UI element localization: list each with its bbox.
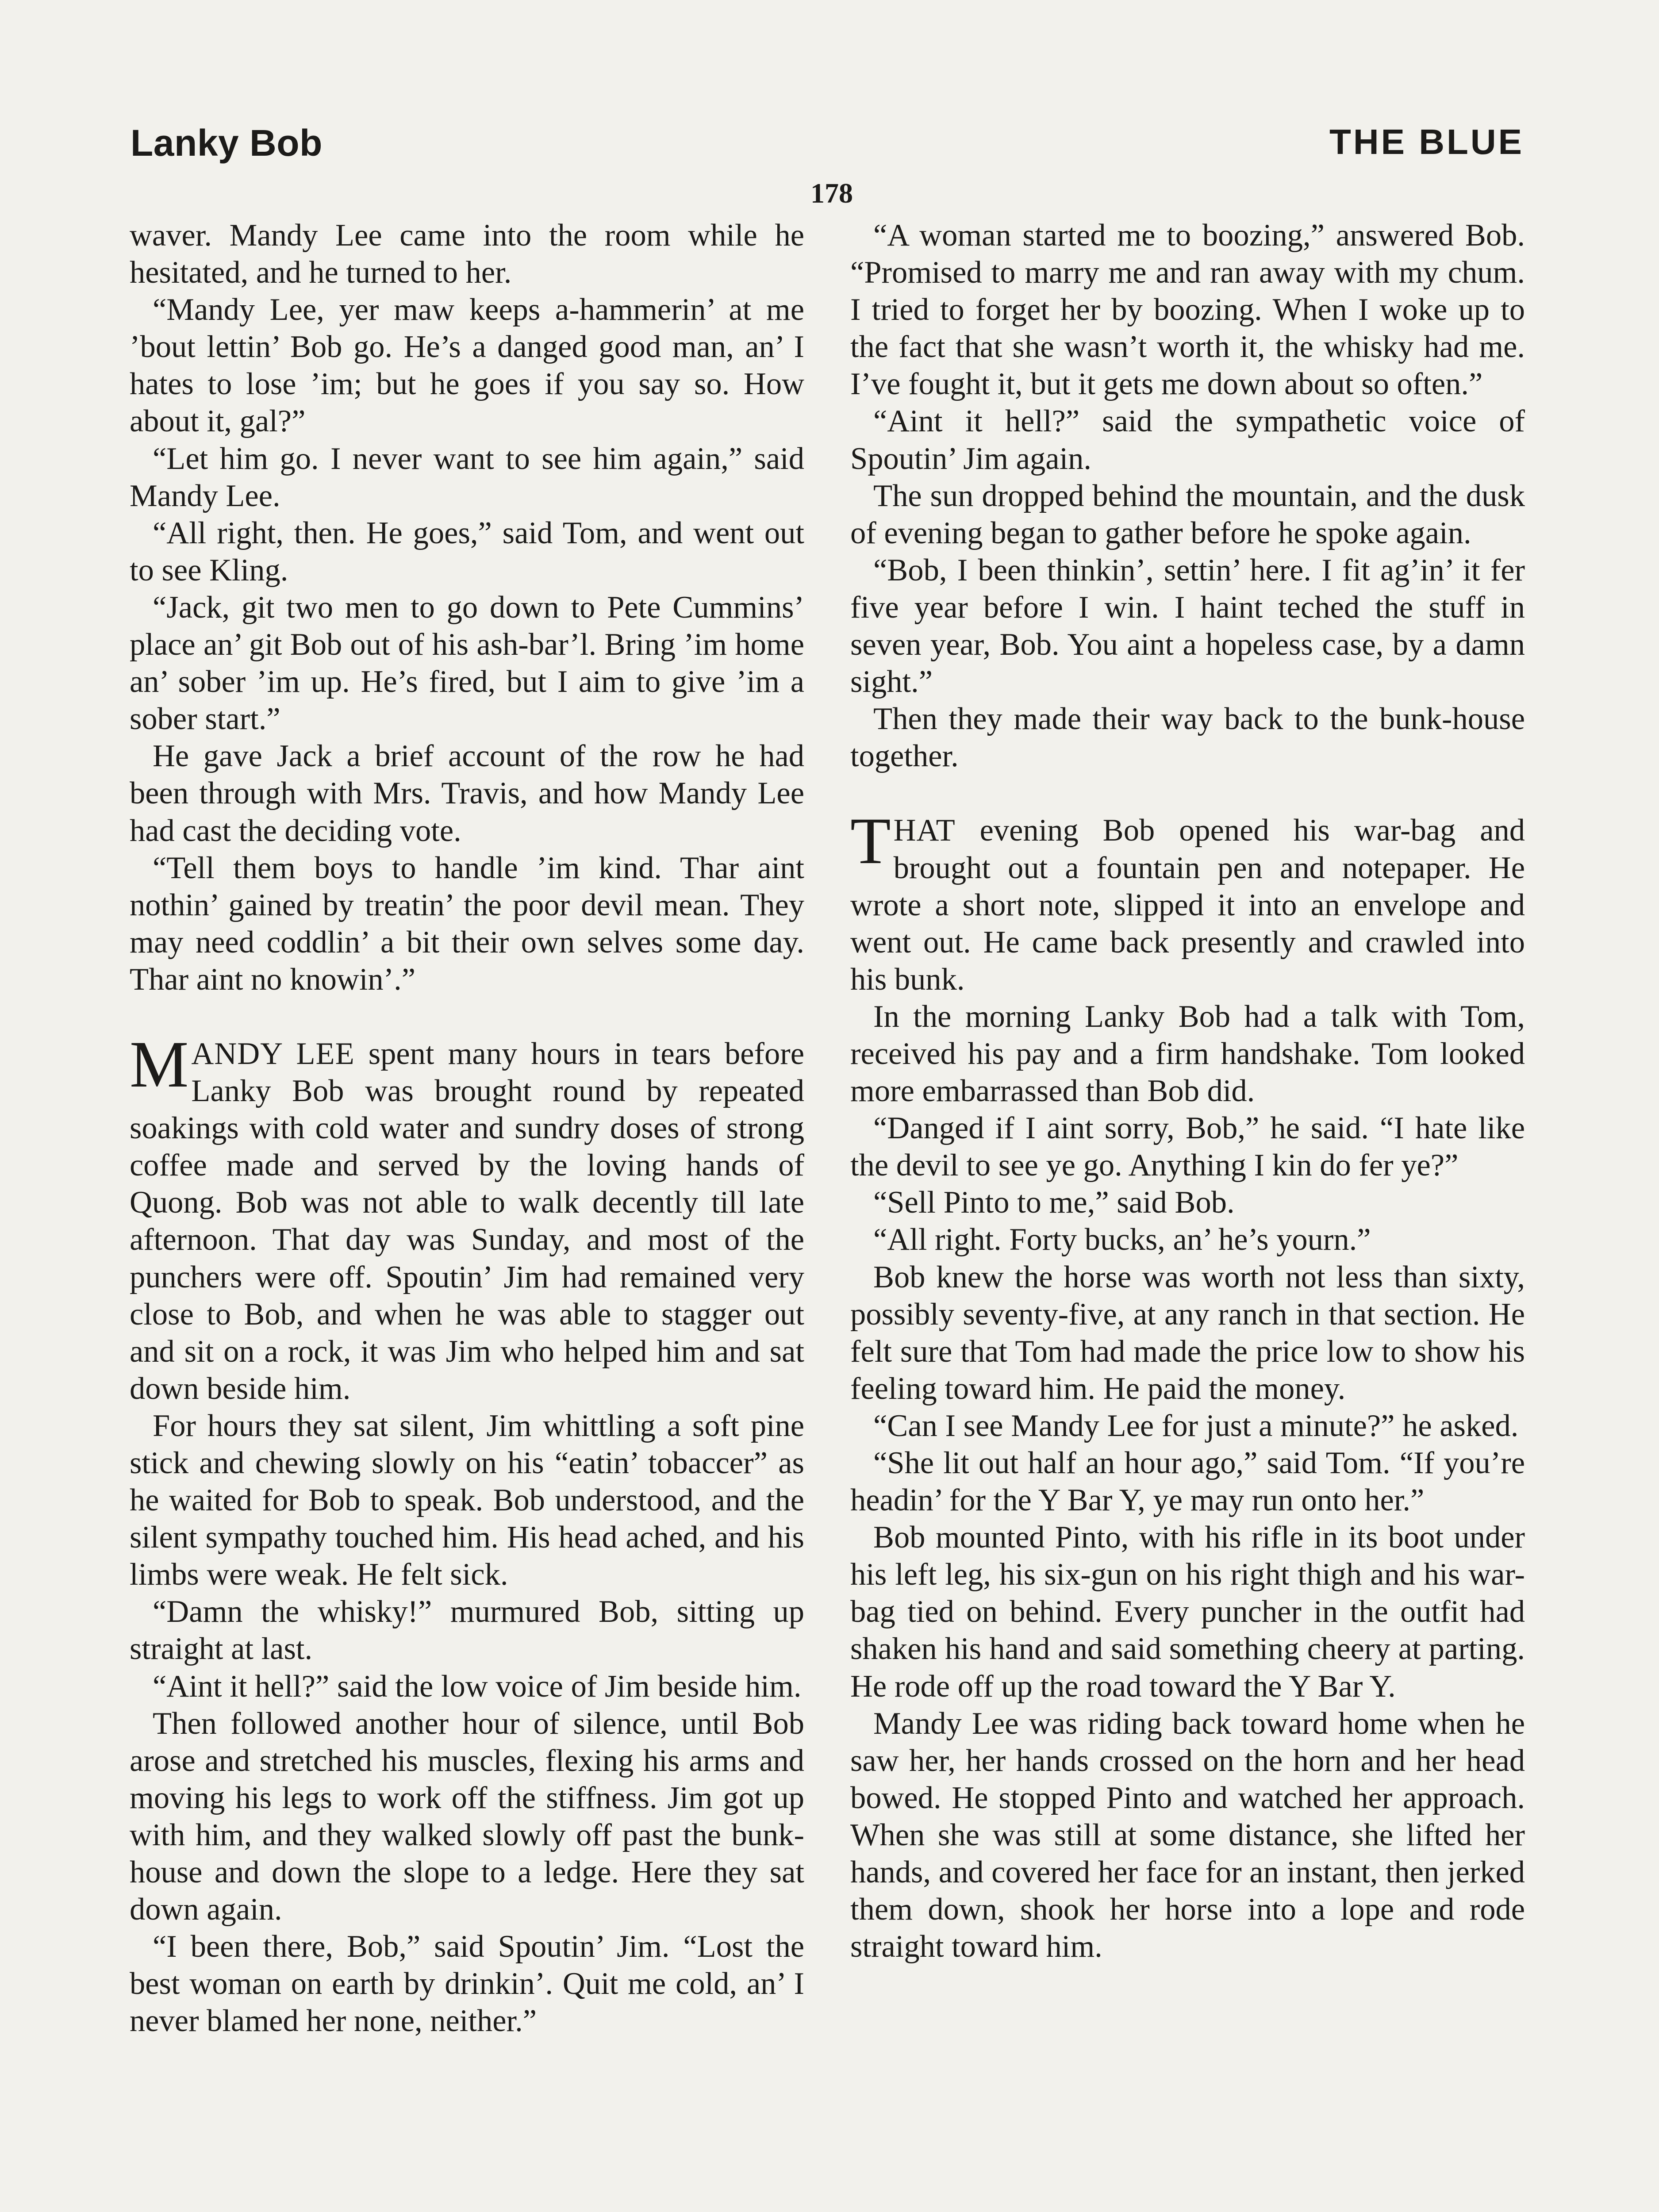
paragraph: “Jack, git two men to go down to Pete Cummins’ place an’ git Bob out of his ash-bar’l. Bring ’im home an’ sober ’im up. He’s fired, but I aim to give ’im a sober start.” xyxy=(130,590,804,737)
paragraph: “All right. Forty bucks, an’ he’s yourn.” xyxy=(873,1222,1371,1257)
paragraph-text: spent many hours in tears before Lanky Bob was brought round by repeated soakings with cold water and sundry doses of strong coffee made and served by the loving hands of Quong. Bob was not able to walk decently till late afternoon. That day was Sunday, and most of the punchers were off. Spoutin’ Jim had remained very close to Bob, and when he was able to stagger out and sit on a rock, it was Jim who helped him and sat down beside him. xyxy=(130,1036,804,1406)
drop-cap: M xyxy=(130,1027,189,1101)
paragraph: The sun dropped behind the mountain, and the dusk of evening began to gather before he spoke again. xyxy=(850,478,1525,550)
paragraph: “Aint it hell?” said the low voice of Jim beside him. xyxy=(153,1669,802,1704)
paragraph: Then they made their way back to the bunk-house together. xyxy=(850,702,1525,774)
paragraph: “Tell them boys to handle ’im kind. Thar aint nothin’ gained by treatin’ the poor devil mean. They may need coddlin’ a bit their own selves some day. Thar aint no knowin’.” xyxy=(130,850,804,997)
paragraph: “Damn the whisky!” murmured Bob, sitting up straight at last. xyxy=(130,1594,804,1667)
paragraph: “I been there, Bob,” said Spoutin’ Jim. “Lost the best woman on earth by drinkin’. Quit me cold, an’ I never blamed her none, neither.” xyxy=(130,1929,804,2039)
paragraph: “Aint it hell?” said the sympathetic voice of Spoutin’ Jim again. xyxy=(850,404,1525,476)
paragraph: In the morning Lanky Bob had a talk with Tom, received his pay and a firm handshake. Tom looked more embarrassed than Bob did. xyxy=(850,999,1525,1109)
magazine-title-header: THE BLUE xyxy=(1329,122,1524,161)
paragraph: Then followed another hour of silence, until Bob arose and stretched his muscles, flexing his arms and moving his legs to work off the stiffness. Jim got up with him, and they walked slowly off past the bunk-house and down the slope to a ledge. Here they sat down again. xyxy=(130,1706,804,1927)
page-number: 178 xyxy=(810,177,853,209)
paragraph: “Bob, I been thinkin’, settin’ here. I fit ag’in’ it fer five year before I win. I haint teched the stuff in seven year, Bob. You aint a hopeless case, by a damn sight.” xyxy=(850,553,1525,699)
paragraph: “A woman started me to boozing,” answered Bob. “Promised to marry me and ran away with my chum. I tried to forget her by boozing. When I woke up to the fact that she wasn’t worth it, the whisky had me. I’ve fought it, but it gets me down about so often.” xyxy=(850,218,1525,402)
paragraph: He gave Jack a brief account of the row he had been through with Mrs. Travis, and how Mandy Lee had cast the deciding vote. xyxy=(130,739,804,848)
paragraph: Bob knew the horse was worth not less than sixty, possibly seventy-five, at any ranch in that section. He felt sure that Tom had made the price low to show his feeling toward him. He paid the money. xyxy=(850,1260,1525,1406)
paragraph: waver. Mandy Lee came into the room while he hesitated, and he turned to her. xyxy=(130,218,804,290)
paragraph: “Sell Pinto to me,” said Bob. xyxy=(873,1185,1235,1220)
paragraph: “She lit out half an hour ago,” said Tom. “If you’re headin’ for the Y Bar Y, ye may run onto her.” xyxy=(850,1446,1525,1518)
paragraph: “Let him go. I never want to see him again,” said Mandy Lee. xyxy=(130,441,804,513)
running-header xyxy=(131,122,1524,179)
left-column xyxy=(130,217,804,2040)
paragraph: “Can I see Mandy Lee for just a minute?” he asked. xyxy=(873,1408,1519,1443)
story-title-header: Lanky Bob xyxy=(131,122,323,164)
section-opening-paragraph xyxy=(130,1027,804,1407)
paragraph: “Mandy Lee, yer maw keeps a-hammerin’ at me ’bout lettin’ Bob go. He’s a danged good man, an’ I hates to lose ’im; but he goes if you say so. How about it, gal?” xyxy=(130,292,804,439)
paragraph: For hours they sat silent, Jim whittling a soft pine stick and chewing slowly on his “eatin’ tobaccer” as he waited for Bob to speak. Bob understood, and the silent sympathy touched him. His head ached, and his limbs were weak. He felt sick. xyxy=(130,1408,804,1592)
section-opening-paragraph xyxy=(850,804,1525,998)
paragraph: Bob mounted Pinto, with his rifle in its boot under his left leg, his six-gun on his right thigh and his war-bag tied on behind. Every puncher in the outfit had shaken his hand and said something cheery at parting. He rode off up the road toward the Y Bar Y. xyxy=(850,1520,1525,1704)
paragraph: Mandy Lee was riding back toward home when he saw her, her hands crossed on the horn and her head bowed. He stopped Pinto and watched her approach. When she was still at some distance, she lifted her hands, and covered her face for an instant, then jerked them down, shook her horse into a lope and rode straight toward him. xyxy=(850,1706,1525,1964)
right-column xyxy=(850,217,1525,1965)
paragraph-text: evening Bob opened his war-bag and brought out a fountain pen and notepaper. He wrote a short note, slipped it into an envelope and went out. He came back presently and crawled into his bunk. xyxy=(850,813,1525,997)
paragraph: “Danged if I aint sorry, Bob,” he said. “I hate like the devil to see ye go. Anything I kin do fer ye?” xyxy=(850,1111,1525,1183)
small-caps-lead: HAT xyxy=(893,813,956,848)
small-caps-lead: ANDY LEE xyxy=(191,1036,355,1071)
paragraph: “All right, then. He goes,” said Tom, and went out to see Kling. xyxy=(130,515,804,588)
drop-cap: T xyxy=(850,804,891,878)
